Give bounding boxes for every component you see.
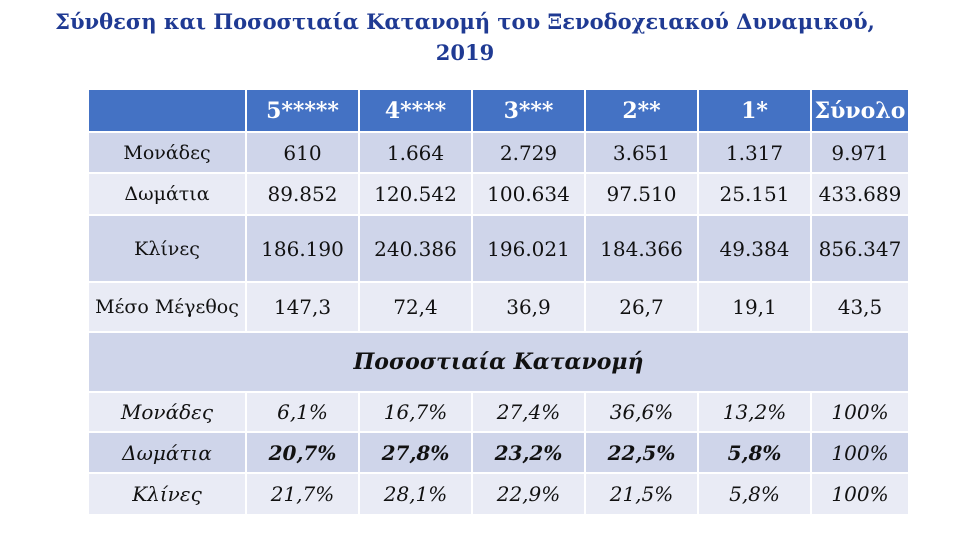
page-title [0,6,930,68]
table-cell: 23,2% [472,432,585,473]
table-row-average-size [88,282,909,332]
table-cell: 196.021 [472,215,585,282]
header-cell-4-star: 4**** [359,89,472,132]
table-cell: 28,1% [359,473,472,515]
table-cell: 27,4% [472,392,585,432]
table-cell: 26,7 [585,282,698,332]
table-cell: 21,7% [246,473,359,515]
table-cell: 22,9% [472,473,585,515]
table-row-rooms-pct [88,432,909,473]
table-cell: 120.542 [359,173,472,215]
header-cell-empty [88,89,246,132]
table-cell: 5,8% [698,432,811,473]
table-header-row [88,89,909,132]
table-cell: 20,7% [246,432,359,473]
table-cell: 21,5% [585,473,698,515]
title-line-1: Σύνθεση και Ποσοστιαία Κατανομή του Ξενοδοχειακού Δυναμικού, [55,9,875,34]
table-cell: 433.689 [811,173,909,215]
table-cell: 147,3 [246,282,359,332]
table-cell: 610 [246,132,359,173]
header-cell-2-star: 2** [585,89,698,132]
table-cell: 1.664 [359,132,472,173]
table-cell: 19,1 [698,282,811,332]
row-label: Δωμάτια [88,432,246,473]
row-label: Μέσο Μέγεθος [88,282,246,332]
header-cell-3-star: 3*** [472,89,585,132]
row-label: Μονάδες [88,132,246,173]
table-cell: 100% [811,392,909,432]
table-cell: 2.729 [472,132,585,173]
table-cell: 25.151 [698,173,811,215]
table-cell: 6,1% [246,392,359,432]
table-row-units-pct [88,392,909,432]
table-cell: 9.971 [811,132,909,173]
table-cell: 3.651 [585,132,698,173]
table-cell: 97.510 [585,173,698,215]
table-cell: 16,7% [359,392,472,432]
table-cell: 1.317 [698,132,811,173]
table-cell: 186.190 [246,215,359,282]
row-label: Κλίνες [88,473,246,515]
hotel-capacity-table [87,88,910,516]
title-line-2: 2019 [435,40,495,65]
row-label: Κλίνες [88,215,246,282]
section-title-row [88,332,909,392]
table-cell: 43,5 [811,282,909,332]
table-cell: 49.384 [698,215,811,282]
table-row-units [88,132,909,173]
table-cell: 5,8% [698,473,811,515]
section-title: Ποσοστιαία Κατανομή [88,332,909,392]
header-cell-total: Σύνολο [811,89,909,132]
table-cell: 100% [811,473,909,515]
table-cell: 13,2% [698,392,811,432]
table-cell: 856.347 [811,215,909,282]
table-cell: 240.386 [359,215,472,282]
table-cell: 36,9 [472,282,585,332]
row-label: Μονάδες [88,392,246,432]
table-cell: 72,4 [359,282,472,332]
table-cell: 22,5% [585,432,698,473]
header-cell-5-star: 5***** [246,89,359,132]
row-label: Δωμάτια [88,173,246,215]
table-cell: 27,8% [359,432,472,473]
table-cell: 89.852 [246,173,359,215]
table-row-rooms [88,173,909,215]
table-row-beds-pct [88,473,909,515]
table-row-beds [88,215,909,282]
table-cell: 100% [811,432,909,473]
table-cell: 36,6% [585,392,698,432]
header-cell-1-star: 1* [698,89,811,132]
table-cell: 184.366 [585,215,698,282]
table-cell: 100.634 [472,173,585,215]
